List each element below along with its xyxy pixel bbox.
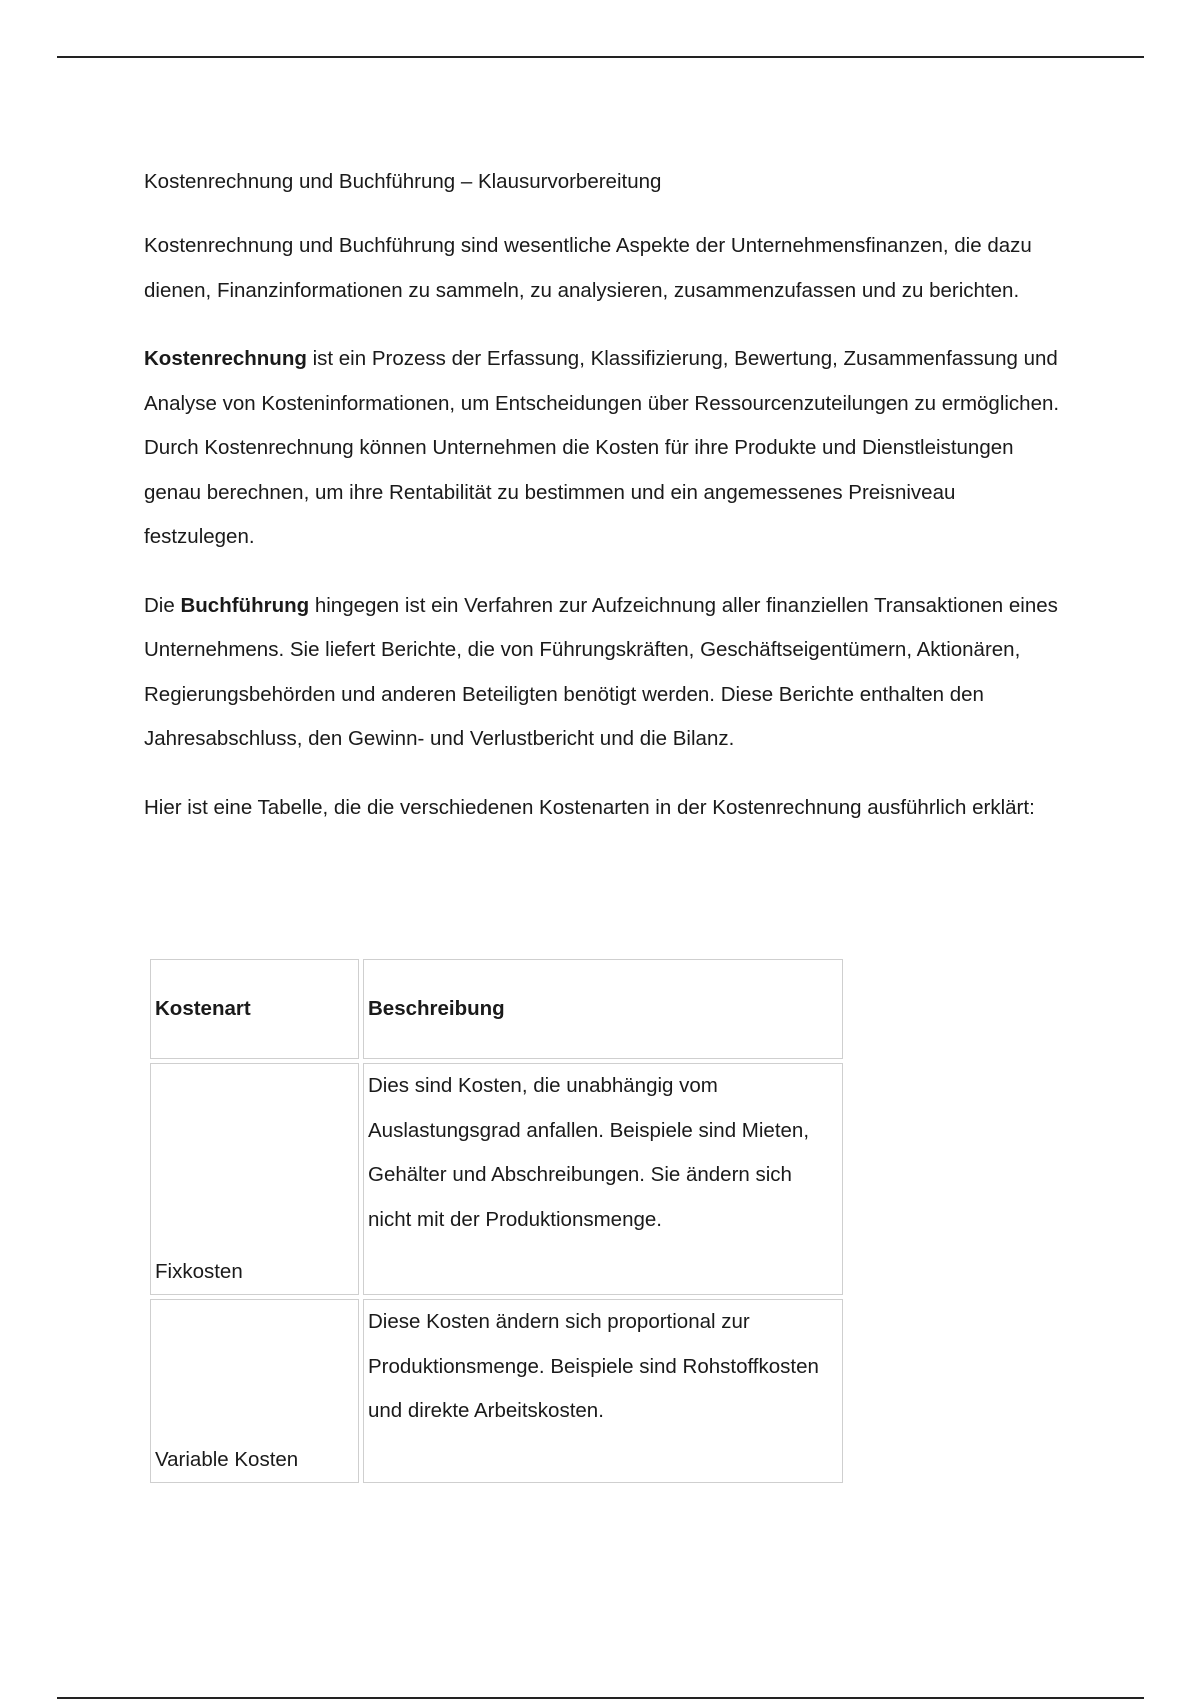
cost-types-table (146, 955, 847, 1487)
document-title: Kostenrechnung und Buchführung – Klausurvorbereitung (144, 170, 662, 193)
buchfuehrung-paragraph (144, 584, 1064, 762)
header-rule (57, 56, 1144, 58)
intro-paragraph: Kostenrechnung und Buchführung sind wesentliche Aspekte der Unternehmensfinanzen, die dazu dienen, Finanzinformationen zu sammeln, zu analysieren, zusammenzufassen und zu berichten. (144, 234, 1032, 302)
cell-kostenart: Fixkosten (150, 1063, 359, 1295)
table-intro-paragraph: Hier ist eine Tabelle, die die verschiedenen Kostenarten in der Kostenrechnung ausführlich erklärt: (144, 795, 1035, 819)
kostenrechnung-paragraph (144, 337, 1064, 560)
cell-beschreibung: Dies sind Kosten, die unabhängig vom Auslastungsgrad anfallen. Beispiele sind Mieten, Gehälter und Abschreibungen. Sie ändern sich nicht mit der Produktionsmenge. (363, 1063, 843, 1295)
table-row (150, 1299, 843, 1483)
footer-rule (57, 1697, 1144, 1699)
kostenrechnung-text: ist ein Prozess der Erfassung, Klassifizierung, Bewertung, Zusammenfassung und Analyse von Kosteninformationen, um Entscheidungen über Ressourcenzuteilungen zu ermöglichen. Durch Kostenrechnung können Unternehmen die Kosten für ihre Produkte und Dienstleistungen genau berechnen, um ihre Rentabilität zu bestimmen und ein angemessenes Preisniveau festzulegen. (144, 347, 1060, 548)
kostenrechnung-term: Kostenrechnung (144, 347, 307, 370)
header-beschreibung: Beschreibung (363, 959, 843, 1059)
cell-kostenart: Variable Kosten (150, 1299, 359, 1483)
table-header-row (150, 959, 843, 1059)
buchfuehrung-prefix: Die (144, 593, 181, 617)
table-row (150, 1063, 843, 1295)
buchfuehrung-text: hingegen ist ein Verfahren zur Aufzeichnung aller finanziellen Transaktionen eines Unternehmens. Sie liefert Berichte, die von Führungskräften, Geschäftseigentümern, Aktionären, Regierungsbehörden und anderen Beteiligten benötigt werden. Diese Berichte enthalten den Jahresabschluss, den Gewinn- und Verlustbericht und die Bilanz. (144, 593, 1058, 750)
header-kostenart: Kostenart (150, 959, 359, 1059)
document-body (144, 162, 1064, 854)
buchfuehrung-term: Buchführung (180, 593, 310, 617)
cell-beschreibung: Diese Kosten ändern sich proportional zur Produktionsmenge. Beispiele sind Rohstoffkosten und direkte Arbeitskosten. (363, 1299, 843, 1483)
